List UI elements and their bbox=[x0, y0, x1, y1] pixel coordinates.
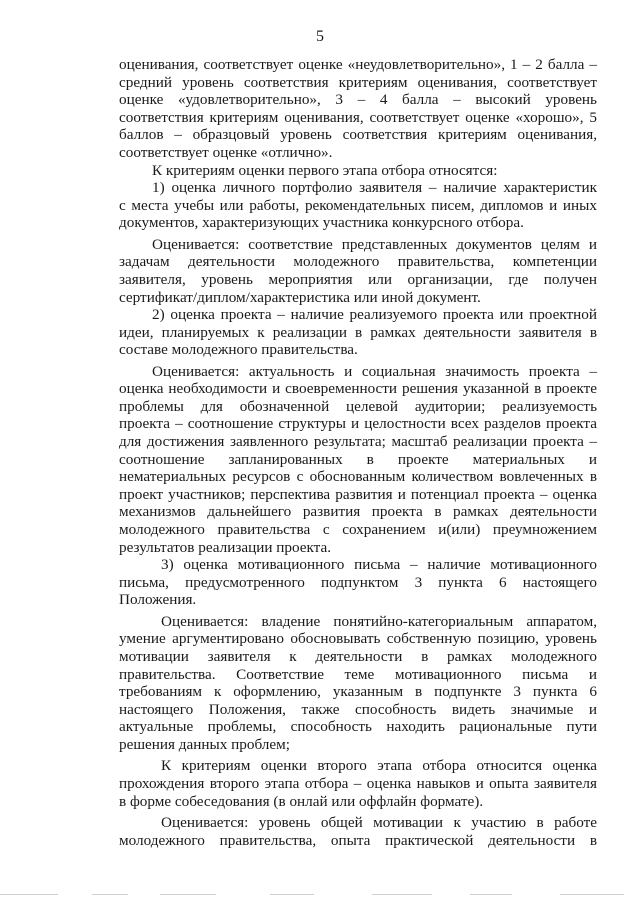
text-line: баллов – образцовый уровень соответствия критериям оценивания, bbox=[119, 126, 597, 144]
text-line: правительства. Соответствие теме мотивационного письма и bbox=[119, 665, 597, 683]
text-line: для достижения заявленного результата; масштаб реализации проекта – bbox=[119, 433, 597, 451]
scan-edge-mark bbox=[470, 894, 512, 895]
text-line: Оценивается: актуальность и социальная значимость проекта – bbox=[152, 362, 597, 380]
text-line: нематериальных ресурсов с обоснованным количеством вовлеченных в bbox=[119, 468, 597, 486]
text-line: письма, предусмотренного подпунктом 3 пункта 6 настоящего bbox=[119, 573, 597, 591]
document-body bbox=[119, 56, 597, 849]
text-line: Положения. bbox=[119, 591, 197, 609]
text-line: Оценивается: соответствие представленных документов целям и bbox=[152, 235, 597, 253]
text-line: решения данных проблем; bbox=[119, 735, 290, 753]
text-line: Оценивается: владение понятийно-категориальным аппаратом, bbox=[161, 612, 597, 630]
scan-edge-mark bbox=[92, 894, 128, 895]
text-line: оценка необходимости и своевременности решения указанной в проекте bbox=[119, 380, 597, 398]
text-line: заявителя, уровень мероприятия или организации, где получен bbox=[119, 270, 597, 288]
text-line: молодежного правительства, опыта практической деятельности в bbox=[119, 831, 597, 849]
text-line: требованиям к оформлению, указанным в подпункте 3 пункта 6 bbox=[119, 683, 597, 701]
text-line: соответствует оценке «отлично». bbox=[119, 143, 333, 161]
text-line: 3) оценка мотивационного письма – наличие мотивационного bbox=[161, 556, 597, 574]
text-line: умение аргументировано обосновывать собственную позицию, уровень bbox=[119, 630, 597, 648]
scan-edge-mark bbox=[0, 894, 58, 895]
scan-edge-mark bbox=[160, 894, 216, 895]
text-line: 1) оценка личного портфолио заявителя – наличие характеристик bbox=[152, 179, 597, 197]
text-line: задачам деятельности молодежного правительства, компетенции bbox=[119, 253, 597, 271]
text-line: актуальные проблемы, способность находить рациональные пути bbox=[119, 718, 597, 736]
text-line: соответствия критериям оценивания, соответствует оценке «хорошо», 5 bbox=[119, 108, 597, 126]
scan-edge-mark bbox=[560, 894, 624, 895]
text-line: К критериям оценки первого этапа отбора относятся: bbox=[152, 161, 498, 179]
text-line: средний уровень соответствия критериям оценивания, соответствует bbox=[119, 73, 597, 91]
text-line: молодежного правительства с сохранением и(или) преумножением bbox=[119, 521, 597, 539]
text-line: мотивации заявителя к деятельности в рамках молодежного bbox=[119, 647, 597, 665]
text-line: составе молодежного правительства. bbox=[119, 341, 358, 359]
text-line: соотношение запланированных в проекте материальных и bbox=[119, 450, 597, 468]
text-line: настоящего Положения, также способность видеть значимые и bbox=[119, 700, 597, 718]
text-line: проект участников; перспектива развития и потенциал проекта – оценка bbox=[119, 485, 597, 503]
text-line: 2) оценка проекта – наличие реализуемого проекта или проектной bbox=[152, 306, 597, 324]
text-line: оценке «удовлетворительно», 3 – 4 балла – высокий уровень bbox=[119, 91, 597, 109]
page-number: 5 bbox=[316, 28, 324, 45]
text-line: Оценивается: уровень общей мотивации к участию в работе bbox=[161, 813, 597, 831]
text-line: проекта – соотношение структуры и целостности всех разделов проекта bbox=[119, 415, 597, 433]
text-line: результатов реализации проекта. bbox=[119, 538, 332, 556]
text-line: проблемы для обозначенной целевой аудитории; реализуемость bbox=[119, 397, 597, 415]
text-line: идеи, планируемых к реализации в рамках деятельности заявителя в bbox=[119, 323, 597, 341]
text-line: с места учебы или работы, рекомендательных писем, дипломов и иных bbox=[119, 196, 597, 214]
text-line: сертификат/диплом/характеристика или иной документ. bbox=[119, 288, 481, 306]
text-line: прохождения второго этапа отбора – оценка навыков и опыта заявителя bbox=[119, 774, 597, 792]
text-line: документов, характеризующих участника конкурсного отбора. bbox=[119, 214, 524, 232]
text-line: механизмов дальнейшего развития проекта в рамках деятельности bbox=[119, 503, 597, 521]
text-line: в форме собеседования (в онлай или оффлайн формате). bbox=[119, 792, 484, 810]
text-line: оценивания, соответствует оценке «неудовлетворительно», 1 – 2 балла – bbox=[119, 56, 597, 73]
scan-edge-mark bbox=[372, 894, 432, 895]
text-line: К критериям оценки второго этапа отбора относится оценка bbox=[161, 757, 597, 775]
scan-edge-mark bbox=[270, 894, 314, 895]
